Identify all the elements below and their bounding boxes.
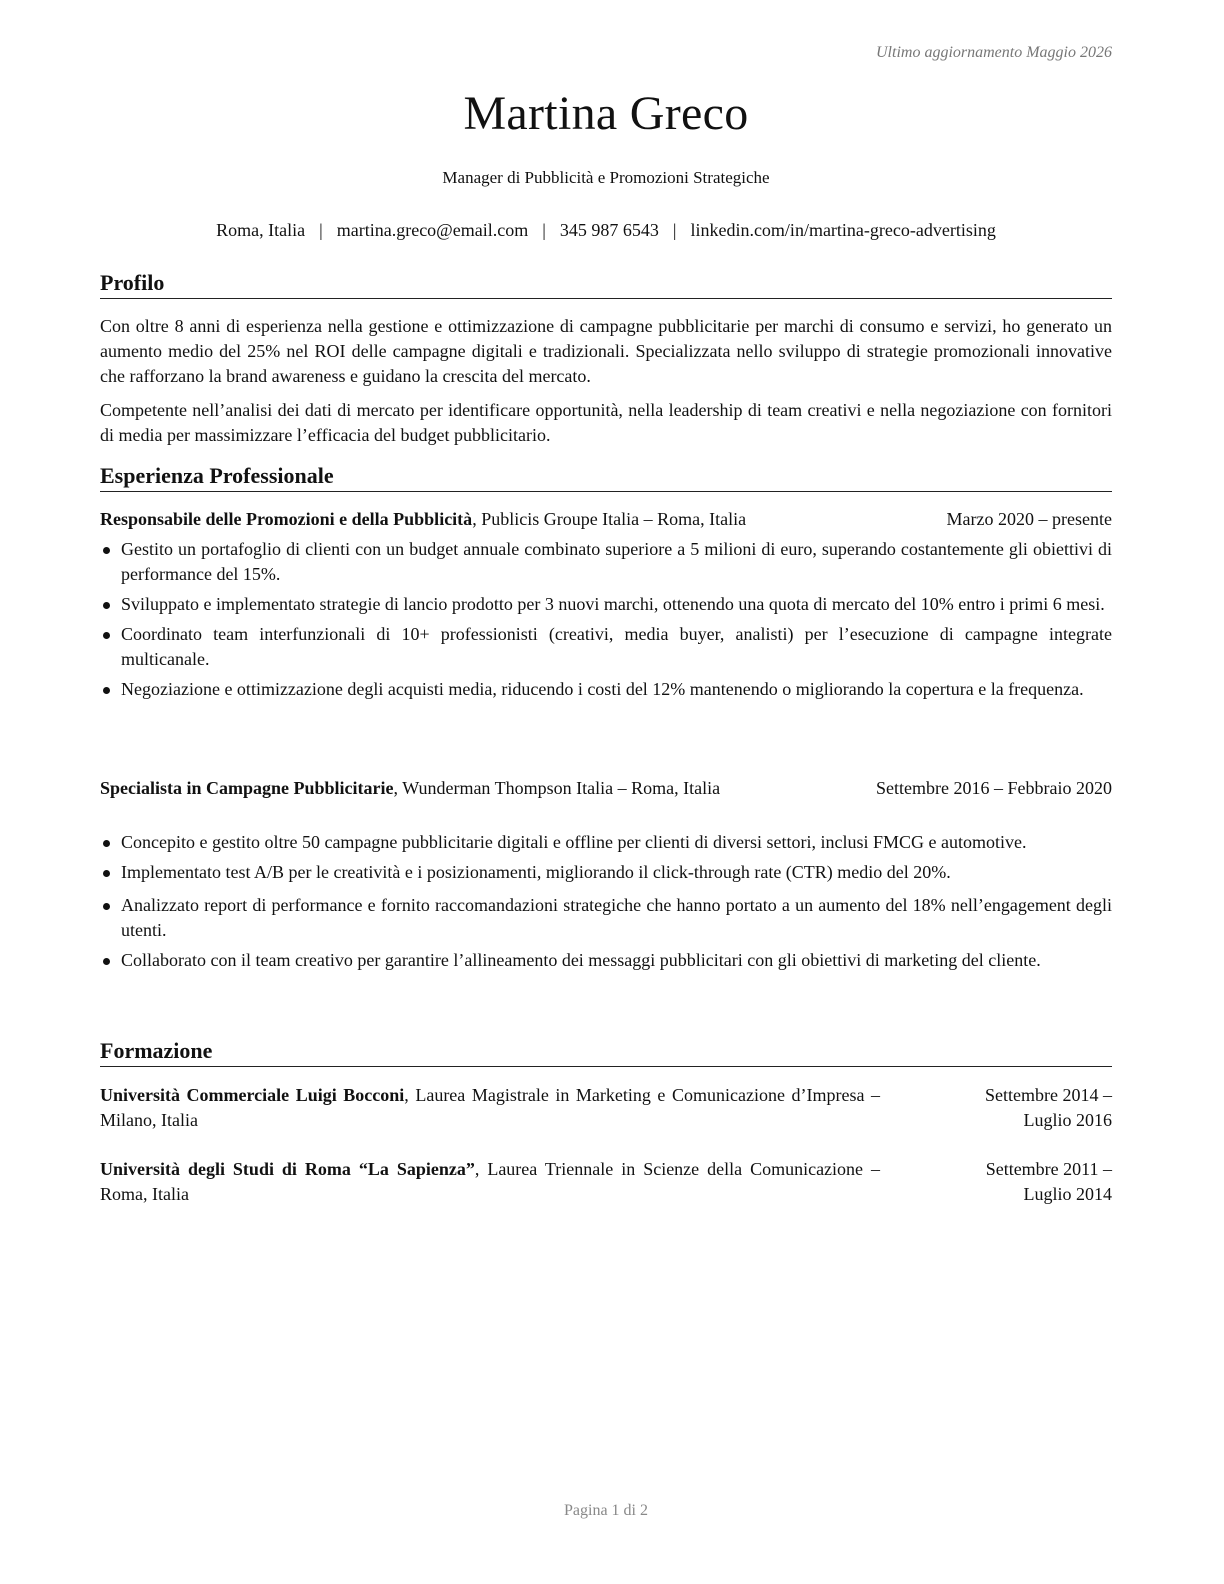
resume-page — [100, 0, 1112, 1584]
profile-paragraph: Competente nell’analisi dei dati di mercato per identificare opportunità, nella leadership di team creativi e nella negoziazione con fornitori di media per massimizzare l’efficacia del budget pubblicitario. — [100, 400, 1112, 445]
email-link[interactable]: martina.greco@email.com — [336, 220, 529, 240]
list-item: Sviluppato e implementato strategie di lancio prodotto per 3 nuovi marchi, ottenendo una quota di mercato del 10% entro i primi 6 mesi. — [100, 592, 1112, 617]
bullet-icon — [103, 840, 110, 847]
job-header — [100, 776, 1112, 800]
last-updated: Ultimo aggiornamento Maggio 2026 — [876, 44, 1112, 61]
bullet-icon — [103, 602, 110, 609]
job-bullets — [100, 830, 1112, 978]
job-company: , Publicis Groupe Italia – Roma, Italia — [472, 509, 747, 529]
list-item: Coordinato team interfunzionali di 10+ professionisti (creativi, media buyer, analisti) per l’esecuzione di campagne integrate multicanale. — [100, 622, 1112, 672]
bullet-icon — [103, 687, 110, 694]
job-title-line — [100, 776, 720, 800]
bullet-icon — [103, 958, 110, 965]
degree: , Laurea Triennale in Scienze della Comunicazione – Roma, Italia — [100, 1159, 881, 1204]
education-detail — [100, 1083, 880, 1133]
list-item: Implementato test A/B per le creatività e i posizionamenti, migliorando il click-through rate (CTR) medio del 20%. — [100, 860, 1112, 885]
job-company: , Wunderman Thompson Italia – Roma, Italia — [393, 778, 721, 798]
bullet-icon — [103, 870, 110, 877]
separator: | — [672, 220, 677, 240]
education-item — [100, 1157, 1112, 1207]
section-title-education: Formazione — [100, 1038, 1112, 1067]
separator: | — [542, 220, 546, 240]
list-item: Gestito un portafoglio di clienti con un budget annuale combinato superiore a 5 milioni di euro, superando costantemente gli obiettivi di performance del 15%. — [100, 537, 1112, 587]
list-item: Collaborato con il team creativo per garantire l’allineamento dei messaggi pubblicitari con gli obiettivi di marketing del cliente. — [100, 948, 1112, 973]
job-dates: Marzo 2020 – presente — [946, 509, 1112, 529]
list-item: Negoziazione e ottimizzazione degli acquisti media, riducendo i costi del 12% mantenendo o migliorando la copertura e la frequenza. — [100, 677, 1112, 702]
school-name: Università degli Studi di Roma “La Sapienza” — [100, 1159, 475, 1179]
list-item: Analizzato report di performance e fornito raccomandazioni strategiche che hanno portato a un aumento del 18% nell’engagement degli utenti. — [100, 893, 1112, 943]
linkedin-link[interactable]: linkedin.com/in/martina-greco-advertising — [690, 220, 996, 240]
list-item: Concepito e gestito oltre 50 campagne pubblicitarie digitali e offline per clienti di diversi settori, inclusi FMCG e automotive. — [100, 830, 1112, 855]
job-role: Responsabile delle Promozioni e della Pubblicità — [100, 509, 473, 529]
job-bullets — [100, 537, 1112, 707]
education-dates: Settembre 2011 – Luglio 2014 — [985, 1159, 1112, 1204]
school-name: Università Commerciale Luigi Bocconi — [100, 1085, 405, 1105]
bullet-icon — [103, 903, 110, 910]
education-dates: Settembre 2014 – Luglio 2016 — [985, 1085, 1112, 1130]
section-title-experience: Esperienza Professionale — [100, 463, 1112, 492]
education-item — [100, 1083, 1112, 1133]
job-role: Specialista in Campagne Pubblicitarie — [100, 778, 394, 798]
contact-line — [100, 220, 1112, 241]
bullet-icon — [103, 632, 110, 639]
job-title-line — [100, 507, 746, 531]
degree: , Laurea Magistrale in Marketing e Comunicazione d’Impresa – Milano, Italia — [100, 1085, 881, 1130]
candidate-name: Martina Greco — [463, 87, 749, 140]
job-header — [100, 507, 1112, 531]
page-number: Pagina 1 di 2 — [564, 1502, 648, 1519]
separator: | — [319, 220, 323, 240]
section-title-profile: Profilo — [100, 270, 1112, 299]
phone: 345 987 6543 — [559, 220, 659, 240]
education-detail — [100, 1157, 880, 1207]
headline: Manager di Pubblicità e Promozioni Strategiche — [442, 168, 770, 187]
profile-paragraph: Con oltre 8 anni di esperienza nella gestione e ottimizzazione di campagne pubblicitarie per marchi di consumo e servizi, ho generato un aumento medio del 25% nel ROI delle campagne digitali e tradizionali. Specializzata nello sviluppo di strategie promozionali innovative che rafforzano la brand awareness e guidano la crescita del mercato. — [100, 316, 1112, 386]
bullet-icon — [103, 547, 110, 554]
location: Roma, Italia — [216, 220, 306, 240]
job-dates: Settembre 2016 – Febbraio 2020 — [876, 778, 1112, 798]
